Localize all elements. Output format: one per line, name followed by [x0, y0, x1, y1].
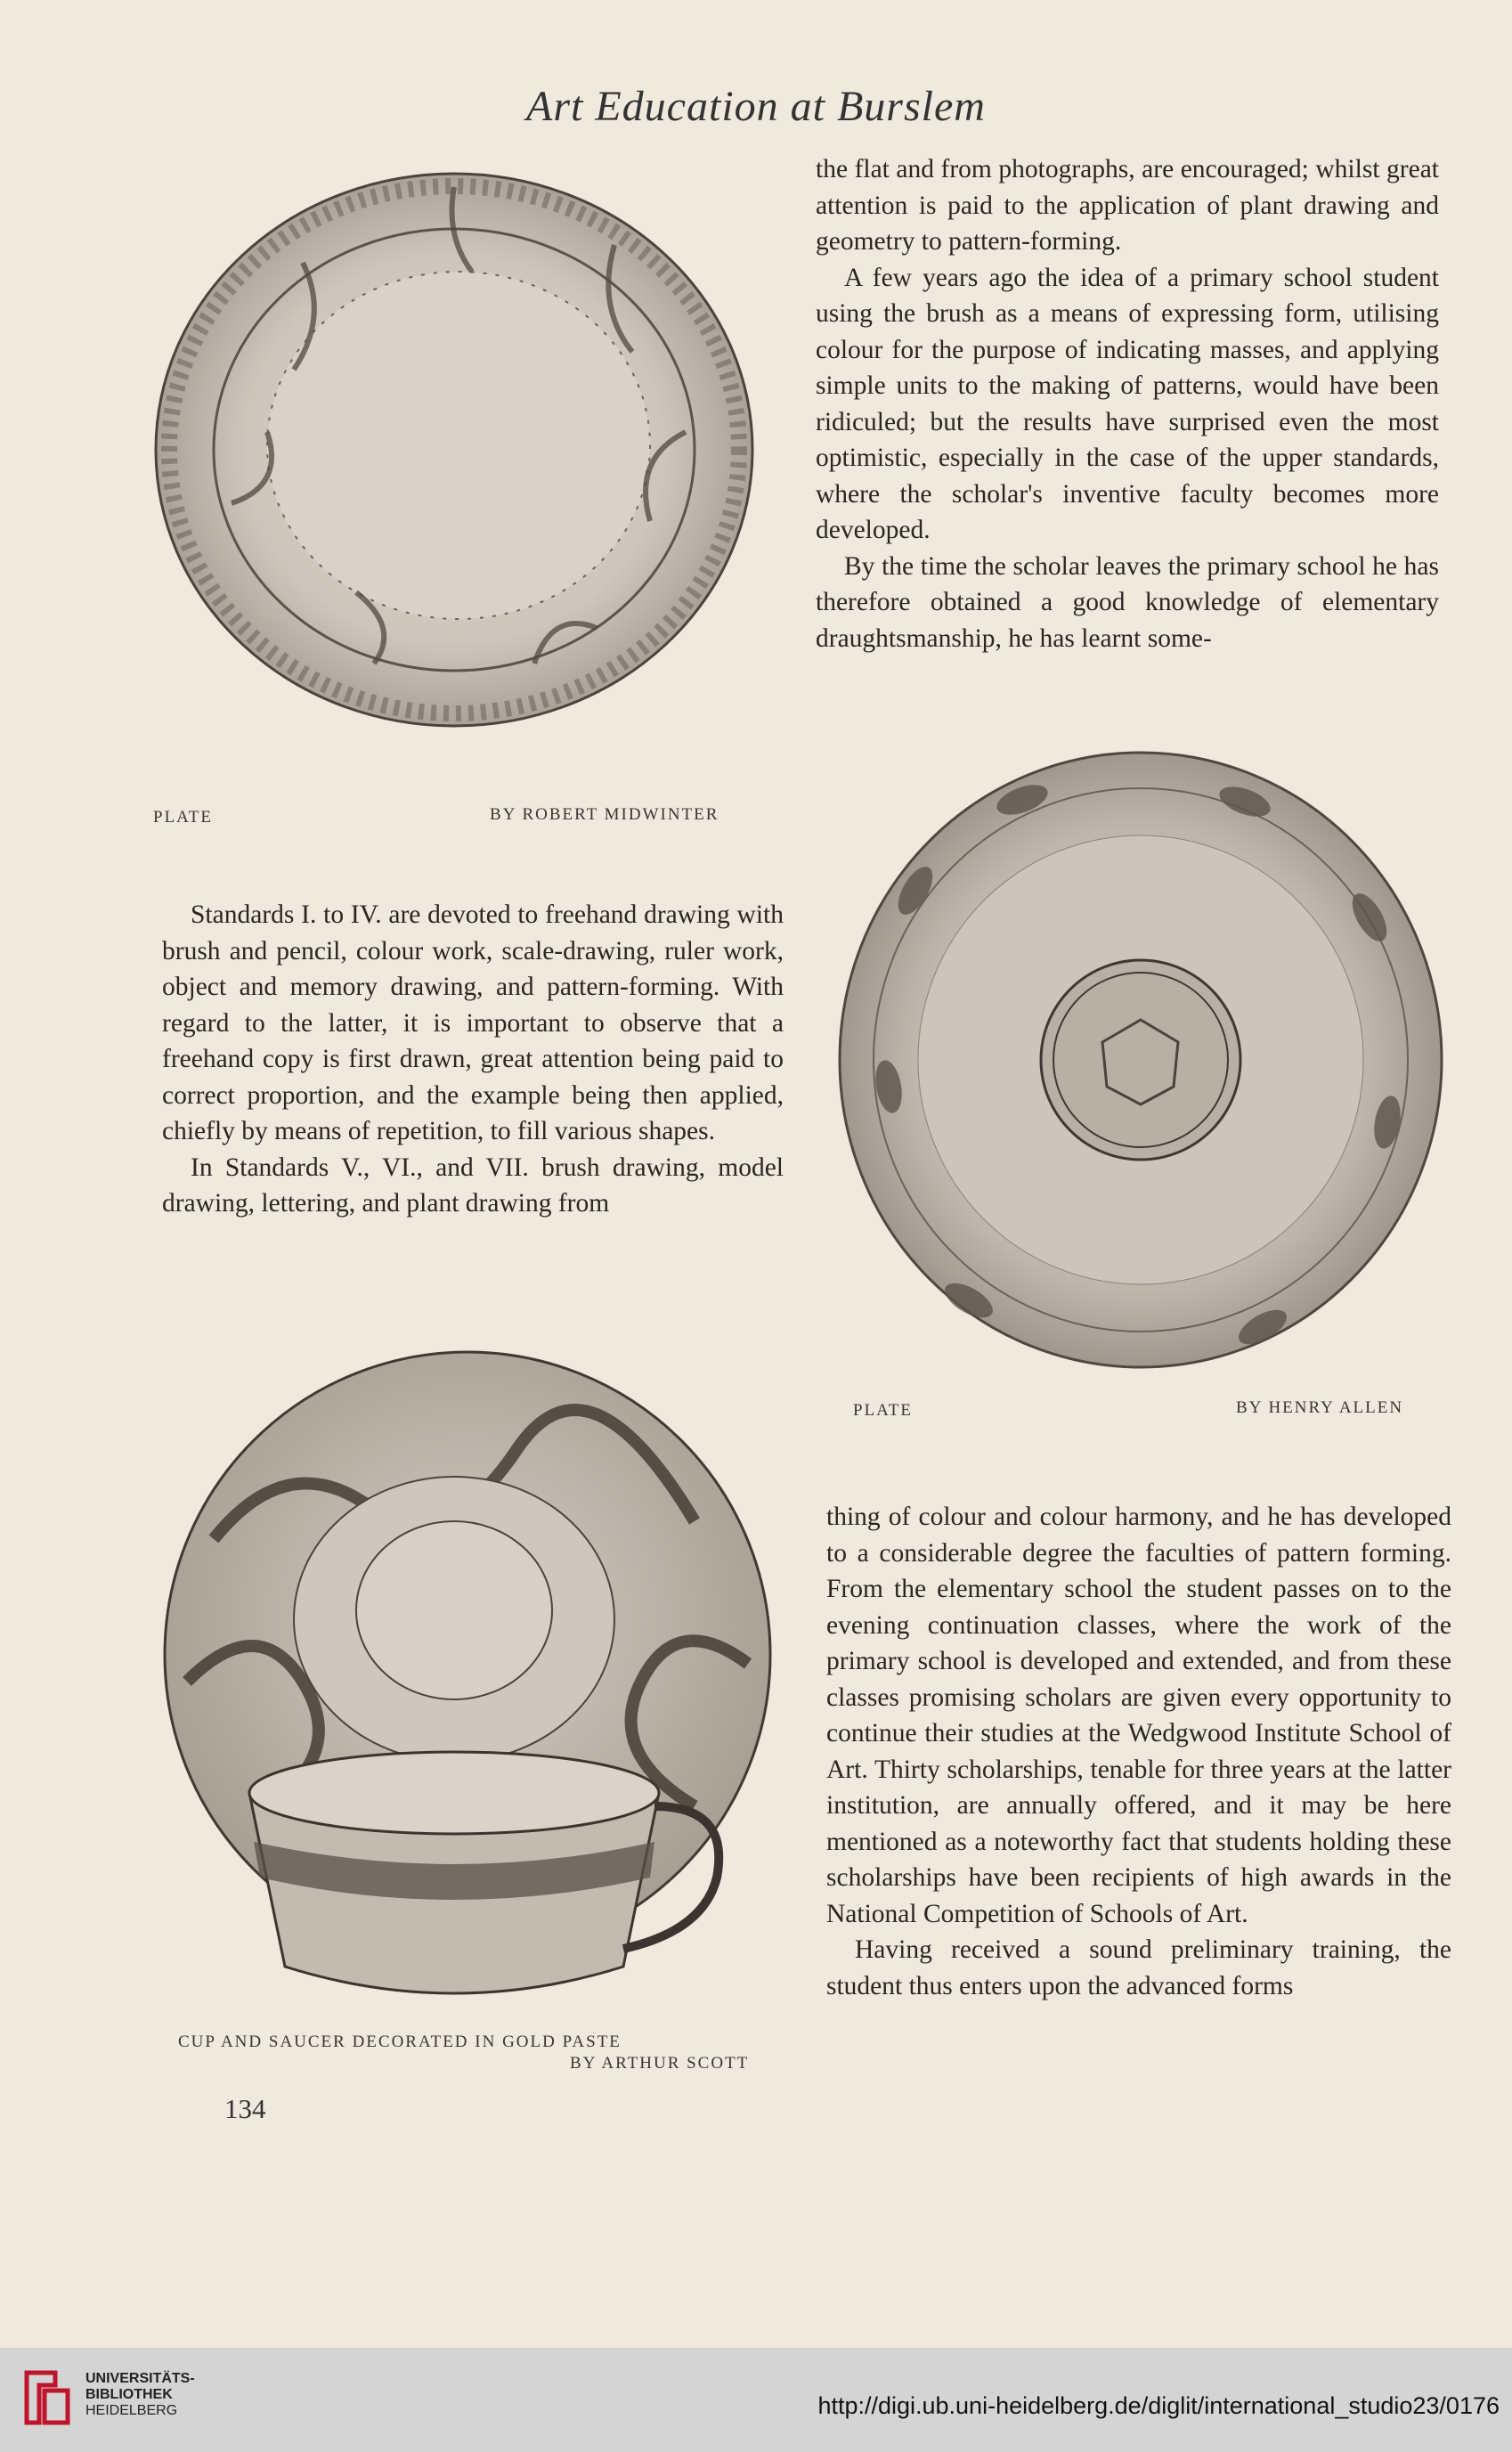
caption-plate-allen-left: PLATE: [853, 1401, 913, 1420]
paragraph: thing of colour and colour harmony, and he has developed to a considerable degree the faculties of pattern forming. From the elementary school the student passes on to the evening continuation classes, where the work of the primary school is developed and extended, and from these classes promising scholars are given every opportunity to continue their studies at the Wedgwood Institute School of Art. Thirty scholarships, tenable for three years at the latter institution, are annually offered, and it may be here mentioned as a noteworthy fact that students holding these scholarships have been recipients of high awards in the National Competition of Schools of Art.: [826, 1503, 1451, 1928]
text-right-top: [816, 151, 1439, 656]
paragraph: A few years ago the idea of a primary school student using the brush as a means of expressing form, utilising colour for the purpose of indicating masses, and applying simple units to the making of patterns, would have been ridiculed; but the results have surprised even the most optimistic, especially in the case of the upper standards, where the scholar's inventive faculty becomes more developed.: [816, 263, 1439, 544]
paragraph: In Standards V., VI., and VII. brush drawing, model drawing, lettering, and plant drawing from: [162, 1153, 784, 1218]
paragraph: the flat and from photographs, are encouraged; whilst great attention is paid to the application of plant drawing and geometry to pattern-forming.: [816, 155, 1439, 256]
library-name-line3: HEIDELBERG: [85, 2403, 178, 2418]
library-name: [85, 2371, 195, 2419]
caption-plate-midwinter-right: BY ROBERT MIDWINTER: [490, 805, 719, 824]
library-name-line2: BIBLIOTHEK: [85, 2387, 173, 2402]
permalink-url[interactable]: http://digi.ub.uni-heidelberg.de/diglit/international_studio23/0176: [817, 2392, 1500, 2419]
plate-midwinter-illustration: [151, 165, 757, 779]
caption-plate-allen-right: BY HENRY ALLEN: [1236, 1398, 1404, 1417]
paragraph: By the time the scholar leaves the primary school he has therefore obtained a good knowledge of elementary draughtsmanship, he has learnt some-: [816, 551, 1439, 653]
text-left-middle: [162, 897, 784, 1222]
library-logo-icon: [20, 2366, 75, 2430]
library-footer: [0, 2348, 1512, 2452]
caption-plate-midwinter-left: PLATE: [153, 808, 213, 827]
cup-and-saucer-illustration: [160, 1343, 775, 2020]
page-number: 134: [224, 2093, 266, 2124]
caption-cup-line1: CUP AND SAUCER DECORATED IN GOLD PASTE: [178, 2032, 622, 2051]
running-head: Art Education at Burslem: [526, 83, 986, 130]
paragraph: Standards I. to IV. are devoted to freehand drawing with brush and pencil, colour work, scale-drawing, ruler work, object and memory drawing, and pattern-forming. With regard to the latter, it is important to observe that a freehand copy is first drawn, great attention being paid to correct proportion, and the example being then applied, chiefly by means of repetition, to fill various shapes.: [162, 900, 784, 1145]
text-right-bottom: [826, 1499, 1451, 2004]
library-name-line1: UNIVERSITÄTS-: [85, 2371, 195, 2386]
caption-cup-line2: BY ARTHUR SCOTT: [570, 2054, 750, 2073]
plate-allen-illustration: [835, 748, 1446, 1376]
paragraph: Having received a sound preliminary training, the student thus enters upon the advanced forms: [826, 1935, 1451, 2000]
